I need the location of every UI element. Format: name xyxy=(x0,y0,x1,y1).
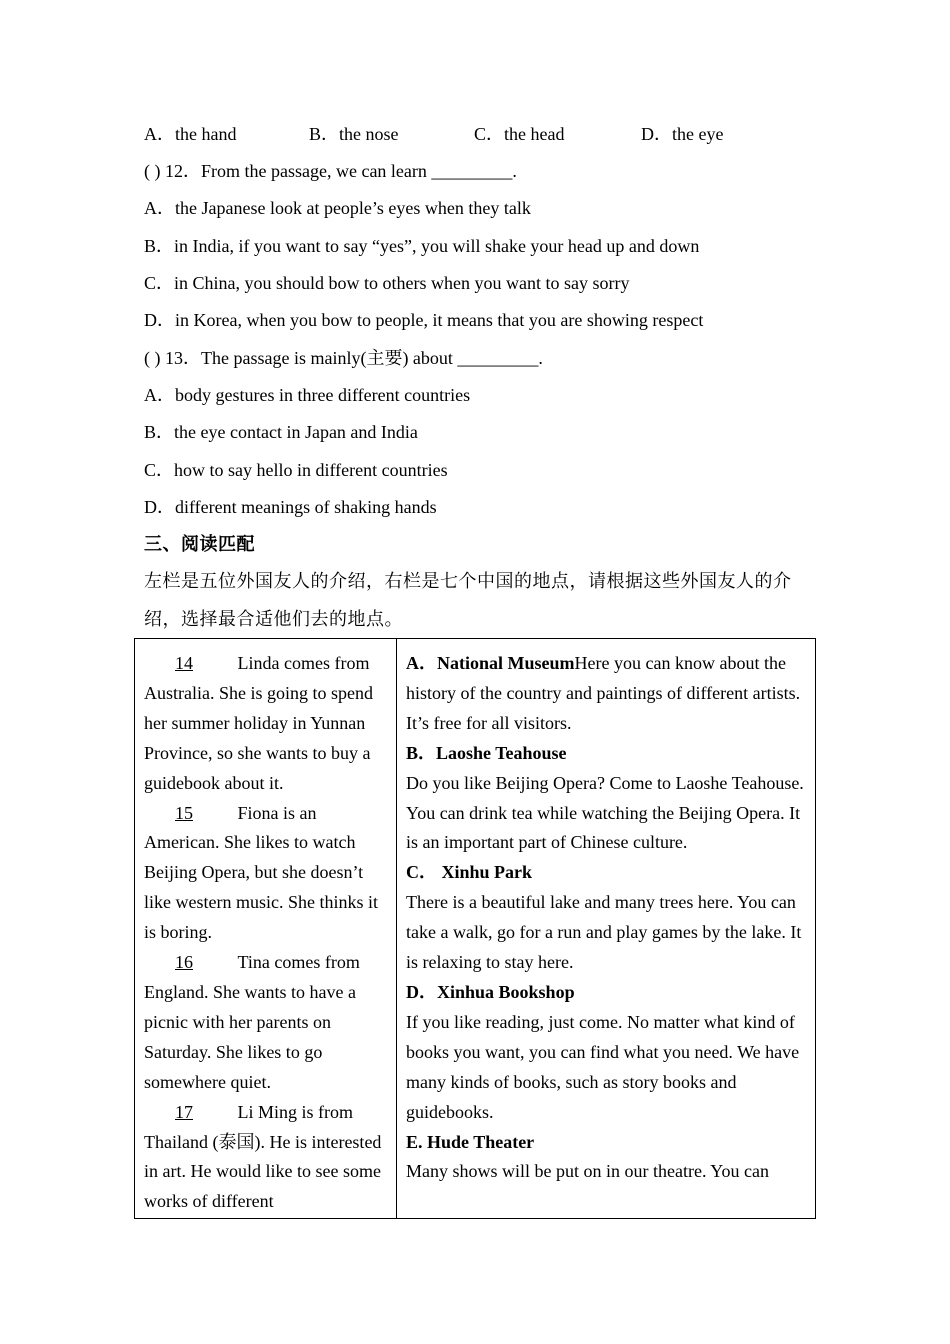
person-description: Linda comes from Australia. She is going to spend her summer holiday in Yunnan Province, so she wants to buy a guidebook about it. xyxy=(144,653,373,793)
person-entry xyxy=(144,799,388,949)
q11-option-a: A．the hand xyxy=(144,124,237,144)
places-column xyxy=(397,639,816,1219)
instruction-line-1: 左栏是五位外国友人的介绍，右栏是七个中国的地点，请根据这些外国友人的介 xyxy=(144,571,792,591)
q11-option-c: C．the head xyxy=(474,124,565,144)
place-entry xyxy=(406,649,807,739)
q13-option-c: C．how to say hello in different countries xyxy=(144,460,448,480)
person-entry xyxy=(144,649,388,799)
answer-blank[interactable]: 16 xyxy=(175,952,193,973)
q13-stem: ( ) 13．The passage is mainly(主要) about _________. xyxy=(144,348,543,368)
person-entry xyxy=(144,1098,388,1218)
place-description: Do you like Beijing Opera? Come to Laoshe Teahouse. You can drink tea while watching the Beijing Opera. It is an important part of Chinese culture. xyxy=(406,772,804,853)
place-description: If you like reading, just come. No matter what kind of books you want, you can find what you need. We have many kinds of books, such as story books and guidebooks. xyxy=(406,1011,800,1122)
place-title: A．National Museum xyxy=(406,653,575,673)
q12-option-c: C．in China, you should bow to others when you want to say sorry xyxy=(144,273,630,293)
place-description: There is a beautiful lake and many trees here. You can take a walk, go for a run and play games by the lake. It is relaxing to stay here. xyxy=(406,892,802,973)
place-title: E. Hude Theater xyxy=(406,1131,535,1152)
people-column xyxy=(135,639,397,1219)
instruction-line-2: 绍，选择最合适他们去的地点。 xyxy=(144,609,403,629)
answer-blank[interactable]: 14 xyxy=(175,653,193,673)
person-entry xyxy=(144,948,388,1098)
q11-option-b: B．the nose xyxy=(309,124,399,144)
q13-option-d: D．different meanings of shaking hands xyxy=(144,497,437,517)
place-title: B．Laoshe Teahouse xyxy=(406,742,567,763)
person-description: Li Ming is from Thailand (泰国). He is interested in art. He would like to see some works of different xyxy=(144,1101,382,1212)
person-description: Tina comes from England. She wants to have a picnic with her parents on Saturday. She likes to go somewhere quiet. xyxy=(144,952,360,1092)
q12-option-d: D．in Korea, when you bow to people, it means that you are showing respect xyxy=(144,310,704,330)
q11-option-d: D．the eye xyxy=(641,124,724,144)
section-heading: 三、阅读匹配 xyxy=(144,534,255,554)
q13-option-b: B．the eye contact in Japan and India xyxy=(144,422,418,442)
q12-option-a: A．the Japanese look at people’s eyes when they talk xyxy=(144,198,531,218)
q13-option-a: A．body gestures in three different countries xyxy=(144,385,471,405)
person-description: Fiona is an American. She likes to watch Beijing Opera, but she doesn’t like western music. She thinks it is boring. xyxy=(144,802,378,943)
answer-blank[interactable]: 17 xyxy=(175,1101,193,1122)
place-title: D．Xinhua Bookshop xyxy=(406,981,575,1002)
answer-blank[interactable]: 15 xyxy=(175,802,193,823)
matching-table xyxy=(134,638,816,1219)
place-title: C． Xinhu Park xyxy=(406,862,533,883)
place-description: Here you can know about the history of the country and paintings of different artists. It’s free for all visitors. xyxy=(406,653,801,733)
place-description: Many shows will be put on in our theatre. You can xyxy=(406,1161,769,1182)
q12-option-b: B．in India, if you want to say “yes”, you will shake your head up and down xyxy=(144,236,700,256)
q12-stem: ( ) 12．From the passage, we can learn _________. xyxy=(144,161,517,181)
